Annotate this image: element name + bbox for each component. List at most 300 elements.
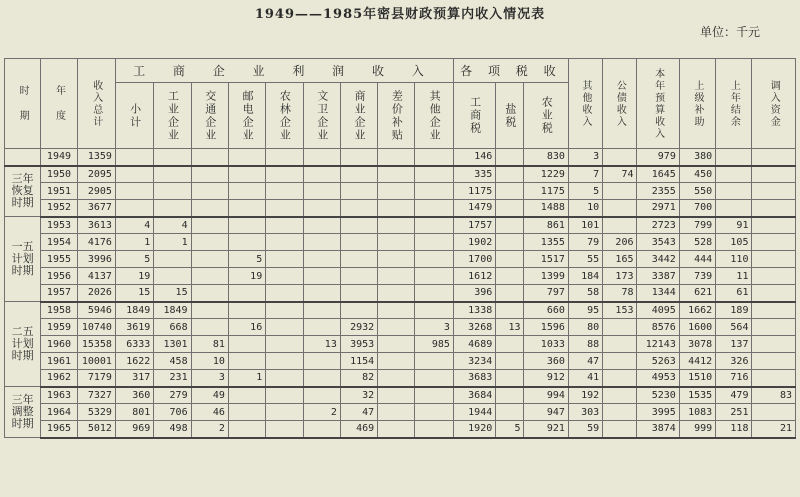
value-cell — [191, 319, 228, 336]
value-cell: 10001 — [77, 353, 115, 370]
value-cell — [378, 183, 415, 200]
year-cell: 1952 — [41, 200, 77, 217]
value-cell — [415, 370, 453, 387]
value-cell — [191, 251, 228, 268]
value-cell — [266, 421, 303, 438]
value-cell: 4095 — [637, 302, 679, 319]
value-cell — [378, 387, 415, 404]
value-cell: 716 — [716, 370, 752, 387]
unit-label: 单位：千元 — [699, 25, 760, 39]
value-cell — [603, 370, 637, 387]
value-cell — [415, 404, 453, 421]
value-cell — [266, 370, 303, 387]
value-cell — [415, 251, 453, 268]
year-cell: 1950 — [41, 166, 77, 183]
value-cell: 184 — [568, 268, 602, 285]
value-cell: 326 — [716, 353, 752, 370]
value-cell: 46 — [191, 404, 228, 421]
value-cell: 621 — [679, 285, 715, 302]
value-cell: 5012 — [77, 421, 115, 438]
value-cell: 4689 — [453, 336, 495, 353]
value-cell: 303 — [568, 404, 602, 421]
header-profit-group: 工 商 企 业 利 润 收 入 — [115, 59, 453, 83]
value-cell — [303, 319, 340, 336]
value-cell: 3268 — [453, 319, 495, 336]
table-row — [5, 217, 796, 234]
value-cell: 2 — [191, 421, 228, 438]
table-row — [5, 319, 796, 336]
year-cell: 1953 — [41, 217, 77, 234]
value-cell: 1622 — [115, 353, 153, 370]
header-profit-col: 商业企业 — [340, 83, 377, 149]
value-cell — [415, 387, 453, 404]
value-cell — [752, 166, 796, 183]
value-cell: 105 — [716, 234, 752, 251]
header-tax-col: 农业税 — [524, 83, 568, 149]
value-cell — [716, 166, 752, 183]
value-cell — [752, 183, 796, 200]
value-cell: 10 — [568, 200, 602, 217]
value-cell — [228, 404, 265, 421]
value-cell — [752, 285, 796, 302]
period-label: 一五 计划 时期 — [11, 240, 34, 277]
value-cell: 3442 — [637, 251, 679, 268]
value-cell: 110 — [716, 251, 752, 268]
value-cell — [496, 387, 524, 404]
value-cell: 47 — [340, 404, 377, 421]
value-cell: 4137 — [77, 268, 115, 285]
value-cell — [752, 404, 796, 421]
value-cell — [752, 149, 796, 166]
value-cell — [228, 217, 265, 234]
year-cell: 1951 — [41, 183, 77, 200]
value-cell — [228, 149, 265, 166]
value-cell: 450 — [679, 166, 715, 183]
value-cell — [303, 251, 340, 268]
value-cell: 3234 — [453, 353, 495, 370]
value-cell: 279 — [154, 387, 191, 404]
value-cell — [716, 183, 752, 200]
value-cell: 1849 — [154, 302, 191, 319]
value-cell: 3683 — [453, 370, 495, 387]
value-cell: 5 — [568, 183, 602, 200]
value-cell: 15 — [115, 285, 153, 302]
value-cell: 360 — [115, 387, 153, 404]
value-cell: 61 — [716, 285, 752, 302]
value-cell — [496, 302, 524, 319]
value-cell: 137 — [716, 336, 752, 353]
year-cell: 1962 — [41, 370, 77, 387]
value-cell: 12143 — [637, 336, 679, 353]
value-cell: 335 — [453, 166, 495, 183]
value-cell — [228, 421, 265, 438]
value-cell: 15358 — [77, 336, 115, 353]
value-cell: 797 — [524, 285, 568, 302]
value-cell: 2723 — [637, 217, 679, 234]
value-cell — [266, 234, 303, 251]
value-cell — [266, 285, 303, 302]
value-cell: 47 — [568, 353, 602, 370]
header-tax-col: 工商税 — [453, 83, 495, 149]
value-cell — [228, 234, 265, 251]
year-cell: 1954 — [41, 234, 77, 251]
value-cell — [154, 183, 191, 200]
value-cell: 1944 — [453, 404, 495, 421]
value-cell: 1344 — [637, 285, 679, 302]
value-cell: 1645 — [637, 166, 679, 183]
value-cell — [603, 336, 637, 353]
value-cell — [415, 183, 453, 200]
value-cell — [603, 183, 637, 200]
table-row — [5, 285, 796, 302]
value-cell: 360 — [524, 353, 568, 370]
period-cell — [5, 149, 41, 166]
value-cell — [378, 268, 415, 285]
value-cell: 5 — [228, 251, 265, 268]
table-row — [5, 268, 796, 285]
value-cell: 15 — [154, 285, 191, 302]
value-cell: 3996 — [77, 251, 115, 268]
value-cell — [266, 336, 303, 353]
value-cell — [378, 302, 415, 319]
value-cell — [752, 336, 796, 353]
table-row — [5, 149, 796, 166]
value-cell: 7179 — [77, 370, 115, 387]
value-cell — [266, 404, 303, 421]
value-cell — [115, 166, 153, 183]
value-cell: 5946 — [77, 302, 115, 319]
value-cell — [266, 217, 303, 234]
value-cell — [378, 166, 415, 183]
value-cell: 458 — [154, 353, 191, 370]
value-cell: 5263 — [637, 353, 679, 370]
value-cell: 1 — [154, 234, 191, 251]
table-row — [5, 387, 796, 404]
value-cell: 1517 — [524, 251, 568, 268]
value-cell — [496, 268, 524, 285]
value-cell: 32 — [340, 387, 377, 404]
value-cell: 41 — [568, 370, 602, 387]
year-cell: 1960 — [41, 336, 77, 353]
value-cell: 999 — [679, 421, 715, 438]
value-cell — [378, 319, 415, 336]
header-year: 年 度 — [41, 59, 77, 149]
value-cell: 118 — [716, 421, 752, 438]
value-cell: 6333 — [115, 336, 153, 353]
year-cell: 1959 — [41, 319, 77, 336]
table-row — [5, 336, 796, 353]
value-cell — [752, 200, 796, 217]
value-cell — [340, 183, 377, 200]
value-cell: 1399 — [524, 268, 568, 285]
value-cell: 80 — [568, 319, 602, 336]
value-cell — [115, 183, 153, 200]
value-cell: 21 — [752, 421, 796, 438]
value-cell — [378, 217, 415, 234]
value-cell: 3613 — [77, 217, 115, 234]
header-total: 收入总计 — [77, 59, 115, 149]
header-profit-col: 其他企业 — [415, 83, 453, 149]
year-cell: 1964 — [41, 404, 77, 421]
value-cell — [191, 200, 228, 217]
value-cell — [191, 302, 228, 319]
value-cell — [340, 268, 377, 285]
value-cell: 3995 — [637, 404, 679, 421]
value-cell: 88 — [568, 336, 602, 353]
table-body — [5, 149, 796, 438]
value-cell — [191, 149, 228, 166]
value-cell: 13 — [496, 319, 524, 336]
value-cell — [266, 268, 303, 285]
value-cell — [340, 285, 377, 302]
value-cell — [415, 149, 453, 166]
value-cell: 3 — [415, 319, 453, 336]
table-row — [5, 302, 796, 319]
value-cell: 5 — [115, 251, 153, 268]
value-cell — [154, 268, 191, 285]
value-cell: 83 — [752, 387, 796, 404]
value-cell: 231 — [154, 370, 191, 387]
year-cell: 1955 — [41, 251, 77, 268]
header-profit-col: 工业企业 — [154, 83, 191, 149]
value-cell — [752, 234, 796, 251]
value-cell: 10740 — [77, 319, 115, 336]
value-cell: 564 — [716, 319, 752, 336]
value-cell — [496, 285, 524, 302]
table-row — [5, 370, 796, 387]
value-cell — [303, 302, 340, 319]
value-cell: 3677 — [77, 200, 115, 217]
value-cell: 146 — [453, 149, 495, 166]
header-profit-col: 差价补贴 — [378, 83, 415, 149]
value-cell — [378, 234, 415, 251]
value-cell: 2095 — [77, 166, 115, 183]
value-cell: 3684 — [453, 387, 495, 404]
value-cell: 91 — [716, 217, 752, 234]
value-cell: 1920 — [453, 421, 495, 438]
value-cell — [303, 353, 340, 370]
value-cell — [716, 200, 752, 217]
value-cell: 1 — [228, 370, 265, 387]
value-cell — [340, 251, 377, 268]
value-cell: 700 — [679, 200, 715, 217]
value-cell: 165 — [603, 251, 637, 268]
value-cell: 3387 — [637, 268, 679, 285]
period-cell — [5, 166, 41, 217]
value-cell: 3953 — [340, 336, 377, 353]
value-cell: 2 — [303, 404, 340, 421]
value-cell: 74 — [603, 166, 637, 183]
value-cell — [191, 234, 228, 251]
value-cell — [340, 234, 377, 251]
value-cell — [603, 421, 637, 438]
value-cell: 153 — [603, 302, 637, 319]
value-cell: 380 — [679, 149, 715, 166]
value-cell: 3078 — [679, 336, 715, 353]
value-cell — [415, 353, 453, 370]
table-row — [5, 353, 796, 370]
value-cell: 3 — [191, 370, 228, 387]
value-cell — [191, 166, 228, 183]
year-cell: 1965 — [41, 421, 77, 438]
value-cell — [415, 234, 453, 251]
value-cell — [266, 387, 303, 404]
value-cell — [266, 302, 303, 319]
value-cell — [603, 404, 637, 421]
value-cell: 550 — [679, 183, 715, 200]
value-cell: 3874 — [637, 421, 679, 438]
value-cell — [496, 217, 524, 234]
value-cell: 1154 — [340, 353, 377, 370]
value-cell: 189 — [716, 302, 752, 319]
value-cell: 95 — [568, 302, 602, 319]
value-cell — [752, 353, 796, 370]
value-cell — [266, 251, 303, 268]
table-row — [5, 166, 796, 183]
value-cell: 5 — [496, 421, 524, 438]
value-cell: 2905 — [77, 183, 115, 200]
header-upper-subsidy: 上级补助 — [679, 59, 715, 149]
value-cell — [603, 353, 637, 370]
value-cell: 79 — [568, 234, 602, 251]
value-cell — [415, 166, 453, 183]
header-bond-income: 公债收入 — [603, 59, 637, 149]
value-cell — [415, 268, 453, 285]
value-cell — [752, 268, 796, 285]
value-cell: 1479 — [453, 200, 495, 217]
value-cell: 4953 — [637, 370, 679, 387]
value-cell — [752, 217, 796, 234]
value-cell — [340, 166, 377, 183]
value-cell — [378, 149, 415, 166]
value-cell — [228, 183, 265, 200]
header-tax-group: 各 项 税 收 — [453, 59, 568, 83]
value-cell — [340, 200, 377, 217]
value-cell: 58 — [568, 285, 602, 302]
value-cell: 49 — [191, 387, 228, 404]
value-cell — [154, 200, 191, 217]
value-cell: 2355 — [637, 183, 679, 200]
value-cell: 739 — [679, 268, 715, 285]
value-cell: 1338 — [453, 302, 495, 319]
period-cell — [5, 217, 41, 302]
value-cell — [266, 353, 303, 370]
value-cell — [603, 387, 637, 404]
value-cell — [415, 217, 453, 234]
value-cell — [303, 149, 340, 166]
value-cell: 1359 — [77, 149, 115, 166]
value-cell — [496, 336, 524, 353]
value-cell: 55 — [568, 251, 602, 268]
value-cell: 830 — [524, 149, 568, 166]
header-profit-col: 邮电企业 — [228, 83, 265, 149]
value-cell — [303, 421, 340, 438]
value-cell — [266, 319, 303, 336]
value-cell — [496, 234, 524, 251]
value-cell — [415, 285, 453, 302]
value-cell: 1902 — [453, 234, 495, 251]
value-cell: 969 — [115, 421, 153, 438]
value-cell: 985 — [415, 336, 453, 353]
value-cell: 3 — [568, 149, 602, 166]
table-row — [5, 234, 796, 251]
year-cell: 1963 — [41, 387, 77, 404]
value-cell — [303, 268, 340, 285]
value-cell: 19 — [228, 268, 265, 285]
value-cell: 101 — [568, 217, 602, 234]
value-cell — [340, 302, 377, 319]
value-cell: 1229 — [524, 166, 568, 183]
value-cell: 5230 — [637, 387, 679, 404]
table-title: 1949——1985年密县财政预算内收入情况表 — [254, 7, 546, 22]
value-cell — [752, 319, 796, 336]
value-cell — [496, 200, 524, 217]
value-cell: 912 — [524, 370, 568, 387]
value-cell — [303, 217, 340, 234]
period-label: 二五 计划 时期 — [11, 325, 34, 362]
value-cell: 799 — [679, 217, 715, 234]
value-cell: 1535 — [679, 387, 715, 404]
value-cell — [154, 166, 191, 183]
value-cell — [191, 217, 228, 234]
value-cell — [228, 302, 265, 319]
value-cell: 1849 — [115, 302, 153, 319]
value-cell — [603, 217, 637, 234]
header-profit-col: 文卫企业 — [303, 83, 340, 149]
value-cell: 4176 — [77, 234, 115, 251]
value-cell: 1488 — [524, 200, 568, 217]
value-cell: 3619 — [115, 319, 153, 336]
value-cell: 19 — [115, 268, 153, 285]
value-cell: 479 — [716, 387, 752, 404]
year-cell: 1958 — [41, 302, 77, 319]
value-cell: 173 — [603, 268, 637, 285]
value-cell — [115, 149, 153, 166]
value-cell — [228, 200, 265, 217]
value-cell — [303, 183, 340, 200]
value-cell: 1033 — [524, 336, 568, 353]
value-cell: 660 — [524, 302, 568, 319]
value-cell: 16 — [228, 319, 265, 336]
table-row — [5, 183, 796, 200]
value-cell — [496, 370, 524, 387]
value-cell — [415, 302, 453, 319]
value-cell: 8576 — [637, 319, 679, 336]
value-cell — [496, 183, 524, 200]
value-cell: 668 — [154, 319, 191, 336]
value-cell — [496, 404, 524, 421]
value-cell: 13 — [303, 336, 340, 353]
value-cell — [303, 387, 340, 404]
table-row — [5, 200, 796, 217]
value-cell: 498 — [154, 421, 191, 438]
header-other-income: 其他收入 — [568, 59, 602, 149]
value-cell: 1757 — [453, 217, 495, 234]
value-cell: 5329 — [77, 404, 115, 421]
value-cell: 921 — [524, 421, 568, 438]
value-cell: 444 — [679, 251, 715, 268]
value-cell — [191, 285, 228, 302]
value-cell: 1612 — [453, 268, 495, 285]
value-cell: 10 — [191, 353, 228, 370]
value-cell — [496, 251, 524, 268]
value-cell — [378, 404, 415, 421]
value-cell — [154, 251, 191, 268]
value-cell: 7327 — [77, 387, 115, 404]
value-cell: 861 — [524, 217, 568, 234]
value-cell — [378, 336, 415, 353]
header-profit-col: 交通企业 — [191, 83, 228, 149]
